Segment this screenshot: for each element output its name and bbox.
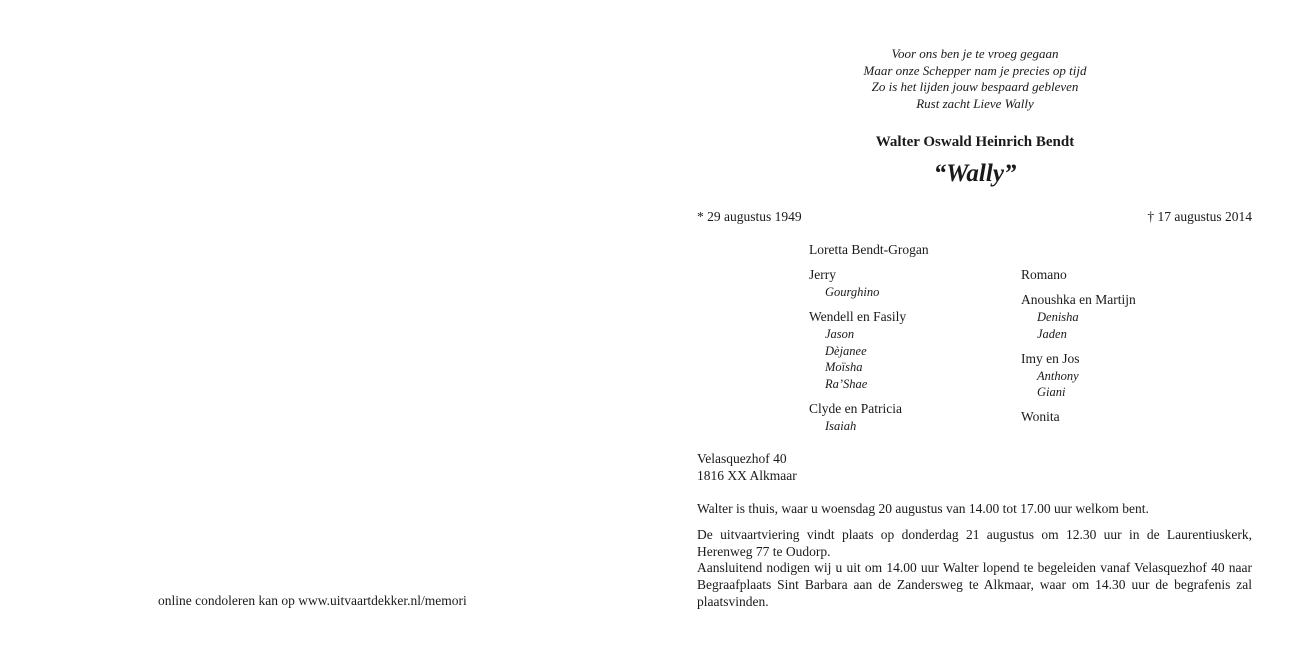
- deceased-nickname: “Wally”: [933, 160, 1017, 187]
- poem-line: Rust zacht Lieve Wally: [916, 95, 1034, 111]
- family-member-name: Wendell en Fasily: [809, 309, 907, 325]
- grandchild-name: Jason: [825, 326, 855, 341]
- poem-line: Voor ons ben je te vroeg gegaan: [891, 46, 1059, 61]
- spouse-name: Loretta Bendt-Grogan: [809, 242, 929, 257]
- grandchild-name: Moïsha: [825, 360, 863, 375]
- grandchild-name: Denisha: [1037, 309, 1079, 324]
- family-member-name: Romano: [1021, 267, 1067, 282]
- grandchild-name: Giani: [1037, 385, 1066, 400]
- address-street: Velasquezhof 40: [697, 451, 787, 466]
- procession-text: Aansluitend nodigen wij u uit om 14.00 uur Walter lopend te begeleiden vanaf Velasquezhof 40 naar Begraafplaats Sint Barbara aan de Zandersweg te Alkmaar, waar om 14.30 uur de begrafenis zal plaatsvinden.: [697, 560, 1252, 609]
- poem: [760, 46, 1190, 112]
- family-column-left: [809, 242, 929, 443]
- family-member-name: Jerry: [809, 267, 836, 283]
- family-member-name: Clyde en Patricia: [809, 401, 902, 417]
- family-group: [809, 267, 929, 300]
- condolence-note: online condoleren kan op www.uitvaartdekker.nl/memori: [158, 593, 467, 608]
- family-group: [1021, 292, 1136, 342]
- ceremony-text: De uitvaartviering vindt plaats op donderdag 21 augustus om 12.30 uur in de Laurentiuskerk, Herenweg 77 te Oudorp.: [697, 527, 1252, 559]
- grandchild-name: Isaiah: [825, 418, 857, 433]
- family-group: [1021, 351, 1136, 401]
- birth-date: * 29 augustus 1949: [697, 209, 802, 224]
- family-column-right: [1021, 267, 1136, 435]
- grandchild-name: Anthony: [1037, 368, 1079, 383]
- funeral-info: [697, 527, 1252, 611]
- grandchild-name: Jaden: [1037, 326, 1067, 341]
- death-date: † 17 augustus 2014: [1147, 209, 1252, 224]
- family-member-name: Imy en Jos: [1021, 350, 1080, 366]
- grandchild-name: Ra’Shae: [825, 376, 868, 391]
- poem-line: Zo is het lijden jouw bespaard gebleven: [871, 79, 1079, 94]
- family-group: [1021, 409, 1136, 426]
- family-group: [809, 309, 929, 393]
- family-member-name: Wonita: [1021, 409, 1060, 425]
- address-city: 1816 XX Alkmaar: [697, 467, 797, 483]
- family-group: [809, 401, 929, 434]
- home-address: [697, 451, 797, 484]
- deceased-full-name: Walter Oswald Heinrich Bendt: [875, 134, 1075, 150]
- family-member-name: Anoushka en Martijn: [1021, 292, 1136, 308]
- family-group: [1021, 267, 1136, 284]
- poem-line: Maar onze Schepper nam je precies op tijd: [863, 62, 1087, 78]
- visitation-text: Walter is thuis, waar u woensdag 20 augustus van 14.00 tot 17.00 uur welkom bent.: [697, 501, 1149, 516]
- grandchild-name: Gourghino: [825, 284, 880, 299]
- grandchild-name: Dèjanee: [825, 343, 867, 358]
